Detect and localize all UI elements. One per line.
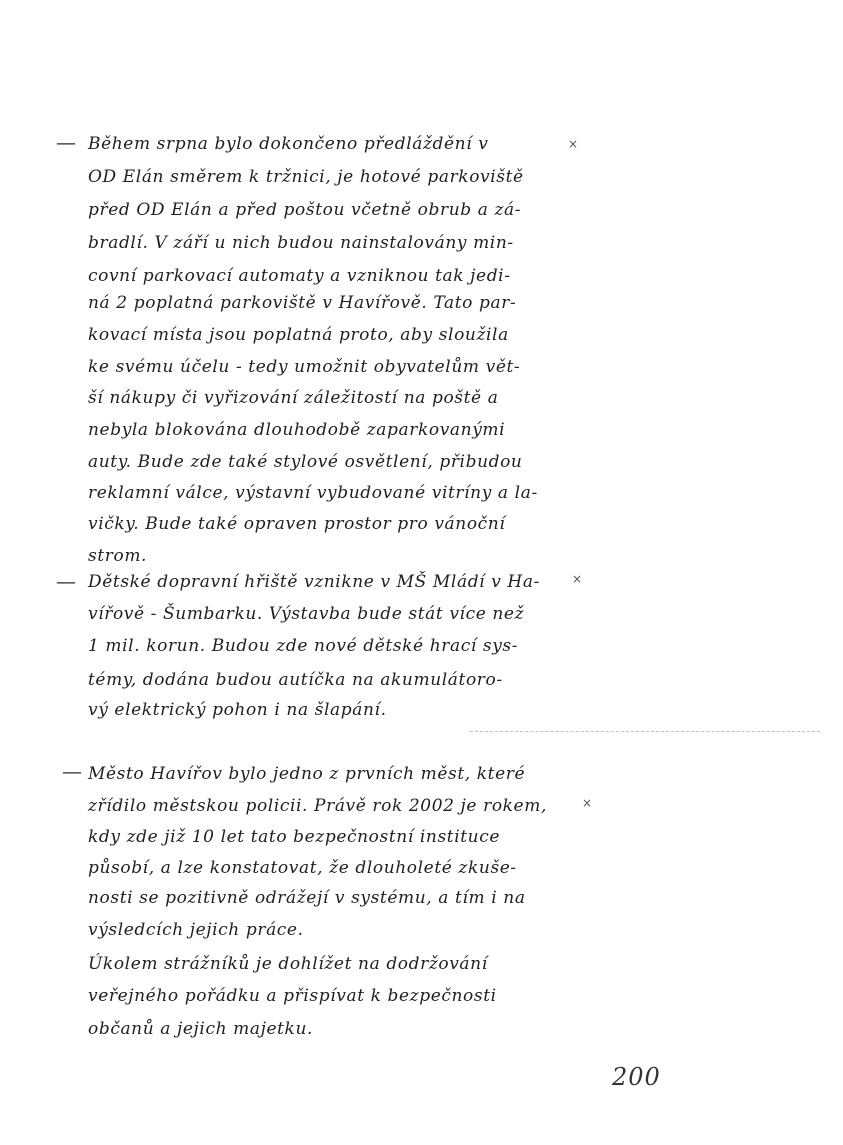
text-line: působí, a lze konstatovat, že dlouholeté zkuše-	[88, 858, 517, 878]
text-line: občanů a jejich majetku.	[88, 1019, 313, 1039]
text-line: zřídilo městskou policii. Právě rok 2002 je rokem,	[88, 796, 547, 816]
margin-cross-mark: ×	[582, 796, 593, 810]
bullet-dash: —	[56, 130, 76, 154]
text-line: vičky. Bude také opraven prostor pro vánoční	[88, 514, 506, 534]
text-line: nebyla blokována dlouhodobě zaparkovanými	[88, 420, 506, 440]
bullet-dash: —	[56, 569, 76, 593]
text-line: Město Havířov bylo jedno z prvních měst, které	[88, 764, 526, 784]
text-line: před OD Elán a před poštou včetně obrub a zá-	[88, 200, 522, 220]
text-line: OD Elán směrem k tržnici, je hotové parkoviště	[88, 167, 524, 187]
text-line: ná 2 poplatná parkoviště v Havířově. Tato par-	[88, 293, 517, 313]
margin-cross-mark: ×	[568, 137, 579, 151]
bullet-dash: —	[62, 759, 82, 783]
text-line: ší nákupy či vyřizování záležitostí na poště a	[88, 388, 499, 408]
text-line: bradlí. V září u nich budou nainstalovány min-	[88, 233, 514, 253]
text-line: Během srpna bylo dokončeno předláždění v	[88, 134, 489, 154]
divider-line	[470, 731, 820, 732]
text-line: reklamní válce, výstavní vybudované vitríny a la-	[88, 483, 538, 503]
text-line: strom.	[88, 546, 148, 566]
text-line: ke svému účelu - tedy umožnit obyvatelům vět-	[88, 357, 521, 377]
text-line: Dětské dopravní hřiště vznikne v MŠ Mládí v Ha-	[88, 572, 540, 592]
text-line: covní parkovací automaty a vzniknou tak jedi-	[88, 266, 511, 286]
text-line: vý elektrický pohon i na šlapání.	[88, 700, 387, 720]
text-line: 1 mil. korun. Budou zde nové dětské hrací sys-	[88, 636, 519, 656]
text-line: nosti se pozitivně odrážejí v systému, a tím i na	[88, 888, 526, 908]
margin-cross-mark: ×	[572, 572, 583, 586]
text-line: kovací místa jsou poplatná proto, aby sloužila	[88, 325, 509, 345]
text-line: kdy zde již 10 let tato bezpečnostní instituce	[88, 827, 501, 847]
text-line: Úkolem strážníků je dohlížet na dodržování	[88, 954, 488, 974]
text-line: výsledcích jejich práce.	[88, 920, 304, 940]
text-line: auty. Bude zde také stylové osvětlení, přibudou	[88, 452, 523, 472]
text-line: veřejného pořádku a přispívat k bezpečnosti	[88, 986, 497, 1006]
text-line: témy, dodána budou autíčka na akumulátoro-	[88, 670, 503, 690]
text-line: vířově - Šumbarku. Výstavba bude stát více než	[88, 604, 525, 624]
page-number: 200	[612, 1063, 661, 1091]
